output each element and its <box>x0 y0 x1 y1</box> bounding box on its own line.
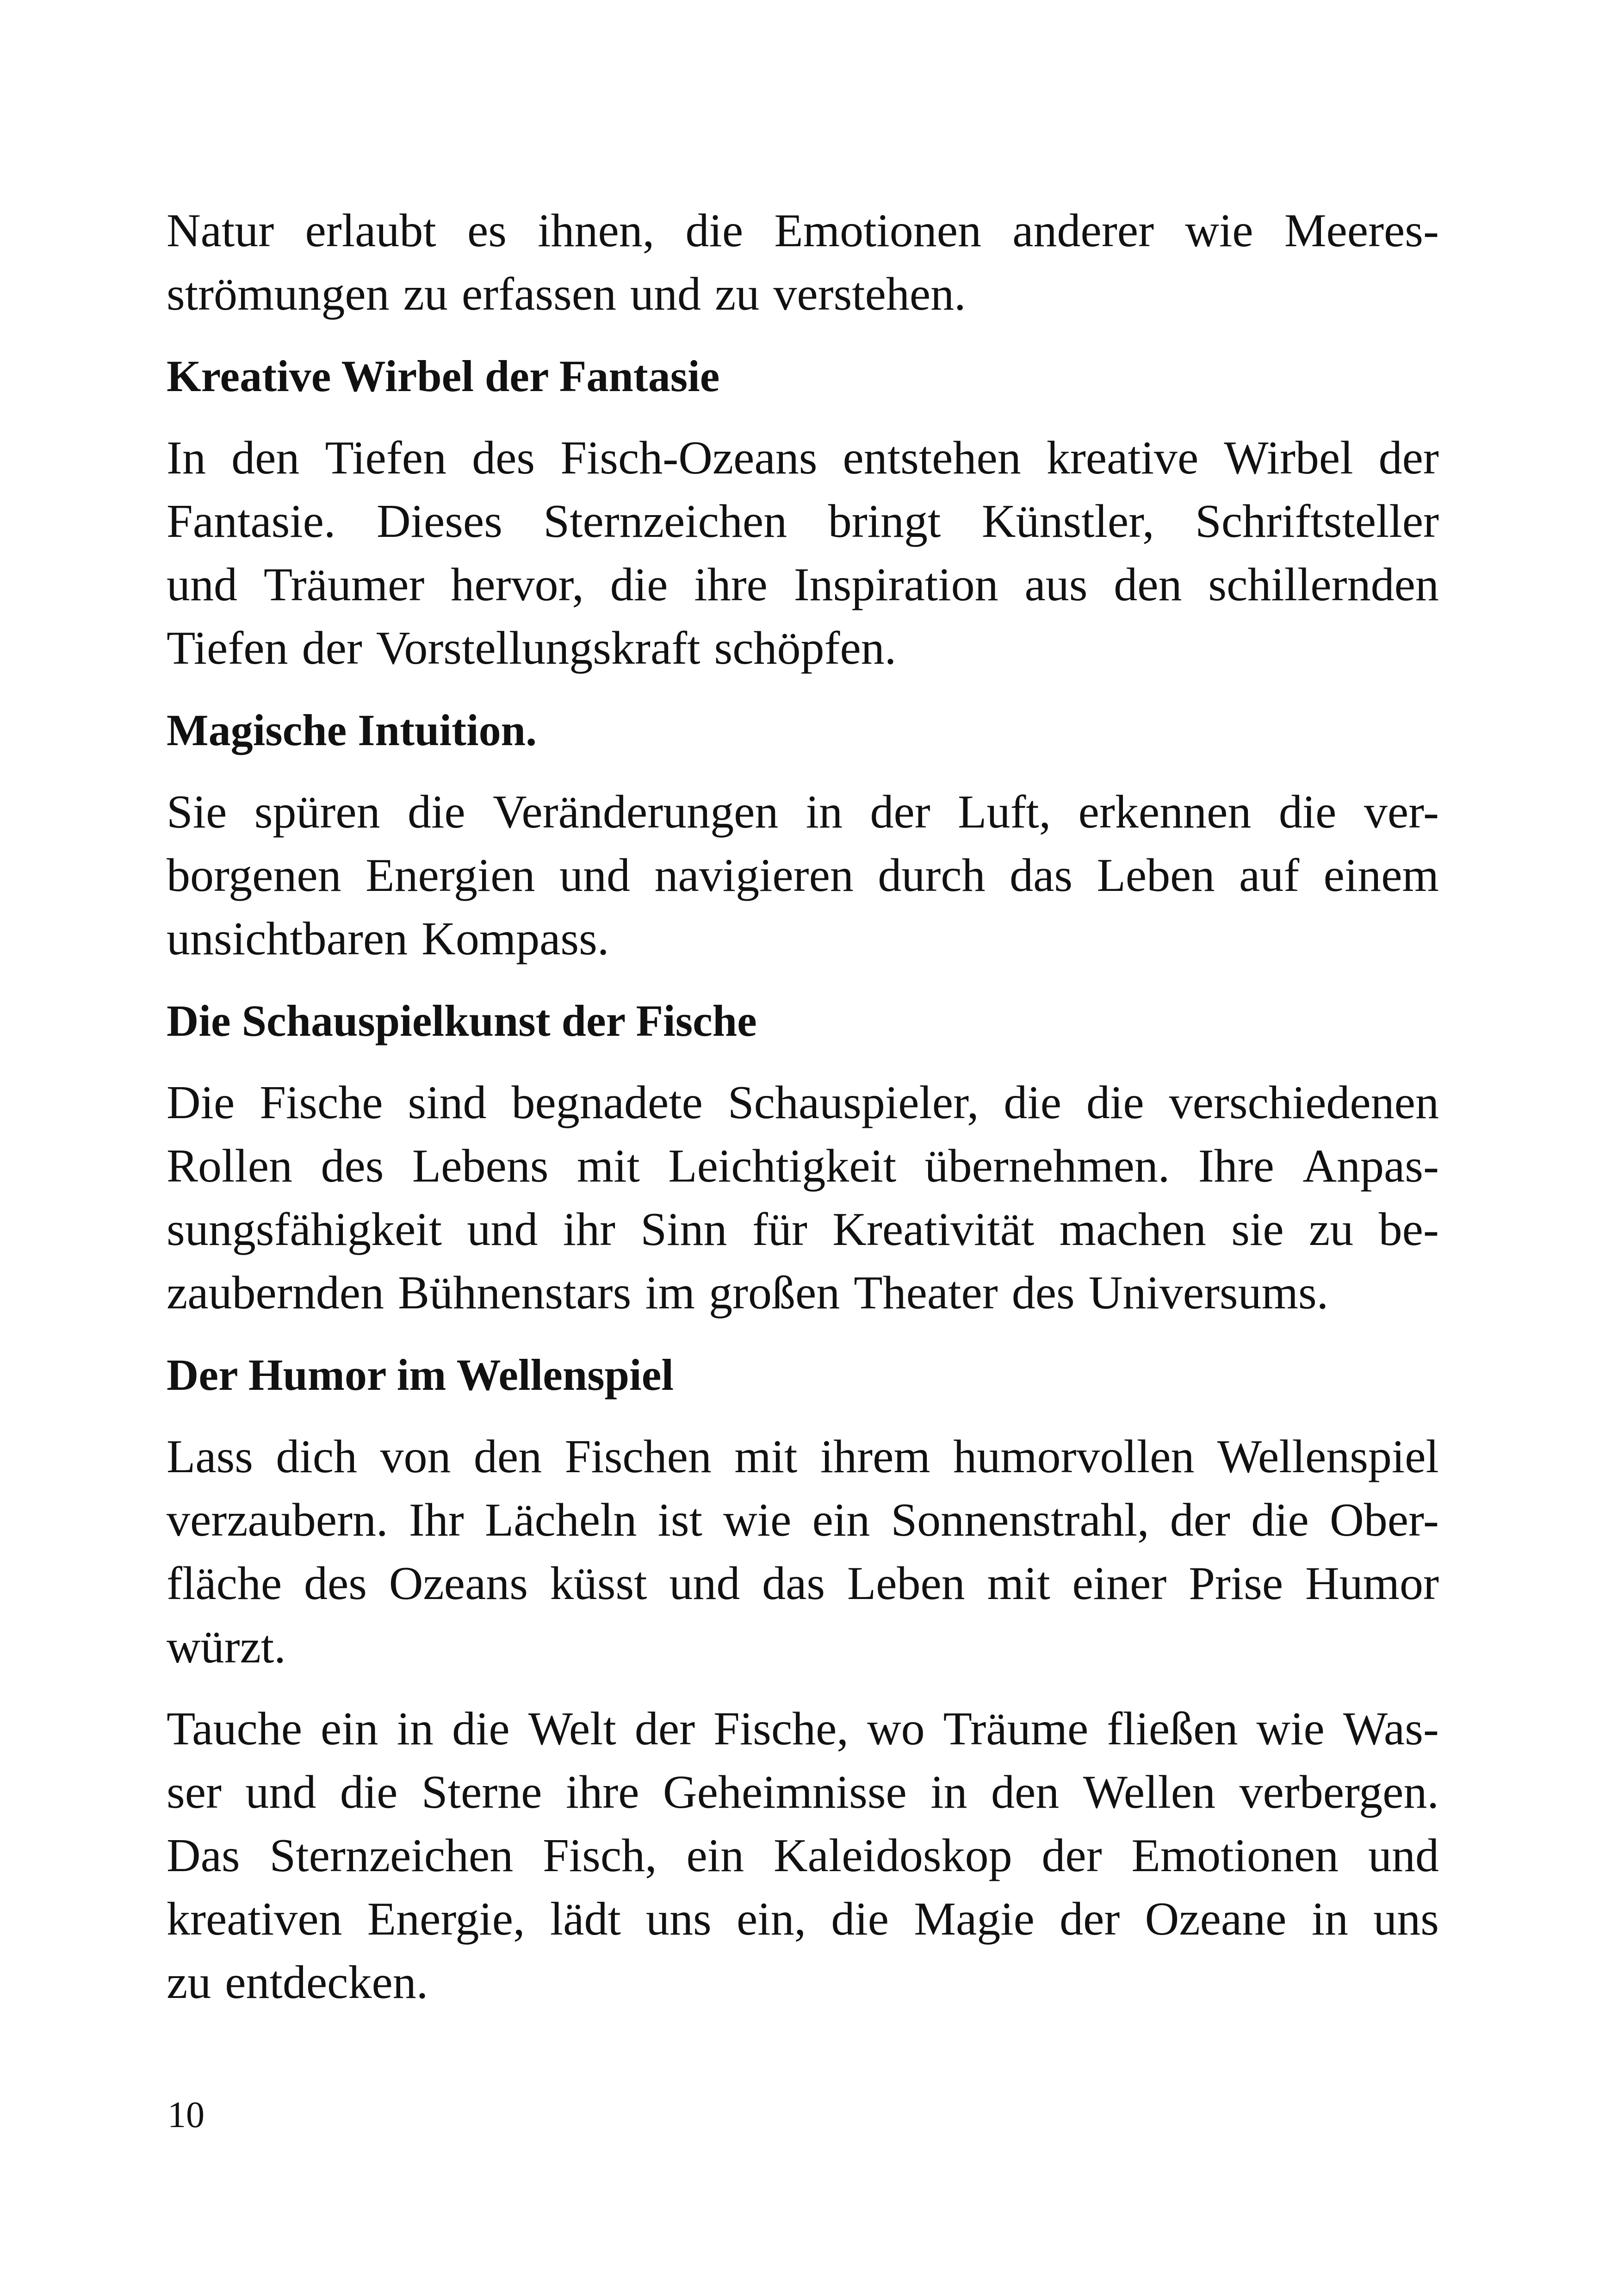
word: Das <box>167 1829 240 1882</box>
word: Wirbel <box>1224 432 1353 484</box>
word: Tauche <box>167 1703 303 1755</box>
word: zu <box>1308 1203 1354 1256</box>
word: ihre <box>565 1766 639 1818</box>
paragraph-line <box>167 1887 1439 1951</box>
word: die <box>1251 1494 1309 1546</box>
word: Schriftsteller <box>1195 495 1439 548</box>
word: ihre <box>694 559 768 611</box>
word: Theater <box>854 1267 998 1319</box>
word: Wellenspiel <box>1217 1431 1439 1483</box>
word: zu <box>403 268 448 320</box>
word: die <box>1086 1076 1144 1129</box>
word: der <box>634 1703 695 1755</box>
word: in <box>397 1703 434 1755</box>
word: die <box>452 1703 510 1755</box>
paragraph-line <box>167 262 1439 326</box>
paragraph <box>167 1071 1439 1325</box>
word: ihnen, <box>538 205 655 257</box>
word: schöpfen. <box>714 622 897 674</box>
word: die <box>1004 1076 1062 1129</box>
word: mit <box>577 1140 640 1192</box>
word: erfassen <box>461 268 617 320</box>
word: in <box>930 1766 967 1818</box>
word: erlaubt <box>305 205 436 257</box>
section-heading-text: Kreative Wirbel der Fantasie <box>167 351 720 401</box>
paragraph-line <box>167 1488 1439 1552</box>
word: ein <box>321 1703 378 1755</box>
word: mit <box>734 1431 798 1483</box>
word: im <box>645 1267 695 1319</box>
word: die <box>685 205 744 257</box>
paragraph-line <box>167 426 1439 490</box>
word: kreativen <box>167 1893 342 1945</box>
word: Leichtigkeit <box>668 1140 897 1192</box>
word: humorvollen <box>953 1431 1195 1483</box>
word: Lass <box>167 1431 253 1483</box>
word: der <box>302 622 362 674</box>
section-heading <box>167 1343 1439 1406</box>
word: zu <box>167 1956 211 2009</box>
word: auf <box>1239 849 1300 902</box>
word: ein <box>686 1829 744 1882</box>
paragraph-line <box>167 1697 1439 1761</box>
word: Kaleidoskop <box>773 1829 1012 1882</box>
word: entstehen <box>843 432 1021 484</box>
word: Meeres- <box>1284 205 1439 257</box>
word: Ozeans <box>389 1557 528 1610</box>
word: und <box>467 1203 538 1256</box>
word: Rollen <box>167 1140 292 1192</box>
word: das <box>1010 849 1073 902</box>
word: Tiefen <box>325 432 447 484</box>
word: Ozeane <box>1145 1893 1287 1945</box>
paragraph <box>167 780 1439 971</box>
word: Humor <box>1305 1557 1439 1610</box>
word: Kompass. <box>422 913 609 965</box>
section-heading <box>167 698 1439 762</box>
word: es <box>467 205 507 257</box>
word: Anpas- <box>1302 1140 1439 1192</box>
word: der <box>1170 1494 1231 1546</box>
word: für <box>752 1203 807 1256</box>
section-heading <box>167 344 1439 408</box>
word: Leben <box>847 1557 965 1610</box>
word: anderer <box>1012 205 1154 257</box>
word: und <box>245 1766 316 1818</box>
word: und <box>630 268 701 320</box>
word: Fantasie. <box>167 495 336 548</box>
word: Universums. <box>1088 1267 1329 1319</box>
word: Sternzeichen <box>543 495 787 548</box>
paragraph-line <box>167 1134 1439 1198</box>
word: fläche <box>167 1557 282 1610</box>
page-number: 10 <box>167 2095 205 2135</box>
word: in <box>806 786 843 838</box>
paragraph-line <box>167 844 1439 907</box>
word: den <box>991 1766 1060 1818</box>
section-heading <box>167 989 1439 1052</box>
word: würzt. <box>167 1621 286 1673</box>
section-heading-text: Magische Intuition. <box>167 705 537 755</box>
word: Sinn <box>640 1203 727 1256</box>
paragraph-line <box>167 1824 1439 1887</box>
word: machen <box>1059 1203 1206 1256</box>
word: schillernden <box>1208 559 1439 611</box>
word: ein, <box>737 1893 806 1945</box>
word: des <box>472 432 535 484</box>
paragraph <box>167 199 1439 326</box>
word: be- <box>1378 1203 1439 1256</box>
word: Emotionen <box>1131 1829 1339 1882</box>
word: dich <box>276 1431 358 1483</box>
word: küsst <box>550 1557 647 1610</box>
word: des <box>321 1140 384 1192</box>
word: entdecken. <box>225 1956 428 2009</box>
word: wie <box>1185 205 1253 257</box>
word: Inspiration <box>794 559 998 611</box>
word: großen <box>709 1267 840 1319</box>
paragraph-line <box>167 199 1439 262</box>
word: Fisch, <box>543 1829 657 1882</box>
word: kreative <box>1046 432 1199 484</box>
word: in <box>1311 1893 1349 1945</box>
word: verzaubern. <box>167 1494 388 1546</box>
word: zaubernden <box>167 1267 384 1319</box>
word: den <box>231 432 300 484</box>
section-heading-text: Der Humor im Wellenspiel <box>167 1350 674 1400</box>
word: Prise <box>1189 1557 1283 1610</box>
word: ist <box>657 1494 702 1546</box>
word: uns <box>646 1893 712 1945</box>
word: wie <box>1256 1703 1325 1755</box>
word: und <box>167 559 237 611</box>
paragraph-line <box>167 1761 1439 1824</box>
word: der <box>1060 1893 1120 1945</box>
word: Veränderungen <box>493 786 779 838</box>
word: den <box>1114 559 1182 611</box>
word: unsichtbaren <box>167 913 408 965</box>
word: Sternzeichen <box>269 1829 514 1882</box>
word: Bühnenstars <box>398 1267 632 1319</box>
word: der <box>1378 432 1439 484</box>
paragraph <box>167 1425 1439 1679</box>
word: einem <box>1323 849 1439 902</box>
word: verstehen. <box>773 268 966 320</box>
word: zu <box>715 268 760 320</box>
word: Lächeln <box>484 1494 637 1546</box>
word: des <box>304 1557 367 1610</box>
word: Träumer <box>263 559 425 611</box>
word: das <box>762 1557 825 1610</box>
word: aus <box>1024 559 1088 611</box>
paragraph-line <box>167 1951 1439 2014</box>
word: In <box>167 432 206 484</box>
word: und <box>669 1557 740 1610</box>
word: Sonnenstrahl, <box>891 1494 1149 1546</box>
word: die <box>408 786 465 838</box>
word: Dieses <box>376 495 502 548</box>
paragraph-line <box>167 616 1439 680</box>
paragraph-line <box>167 553 1439 616</box>
word: Ihr <box>409 1494 464 1546</box>
word: die <box>1278 786 1337 838</box>
word: ver- <box>1364 786 1439 838</box>
word: Energien <box>366 849 535 902</box>
word: wie <box>723 1494 792 1546</box>
word: borgenen <box>167 849 341 902</box>
word: Kreativität <box>832 1203 1035 1256</box>
word: und <box>559 849 630 902</box>
word: die <box>831 1893 889 1945</box>
word: von <box>380 1431 451 1483</box>
word: Sterne <box>421 1766 542 1818</box>
page-body <box>167 199 1439 2033</box>
word: Natur <box>167 205 274 257</box>
word: strömungen <box>167 268 390 320</box>
word: Träume <box>943 1703 1089 1755</box>
word: Ober- <box>1330 1494 1439 1546</box>
paragraph <box>167 426 1439 680</box>
word: Geheimnisse <box>663 1766 907 1818</box>
paragraph-line <box>167 490 1439 553</box>
word: Vorstellungskraft <box>376 622 701 674</box>
word: Energie, <box>367 1893 525 1945</box>
word: Tiefen <box>167 622 288 674</box>
word: bringt <box>828 495 941 548</box>
word: sind <box>408 1076 487 1129</box>
word: Was- <box>1343 1703 1439 1755</box>
paragraph-line <box>167 907 1439 971</box>
paragraph-line <box>167 1552 1439 1615</box>
word: Leben <box>1097 849 1215 902</box>
paragraph <box>167 1697 1439 2014</box>
paragraph-line <box>167 1261 1439 1325</box>
word: begnadete <box>511 1076 703 1129</box>
word: sie <box>1231 1203 1284 1256</box>
word: navigieren <box>654 849 854 902</box>
word: Fischen <box>564 1431 712 1483</box>
word: sungsfähigkeit <box>167 1203 442 1256</box>
word: des <box>1011 1267 1075 1319</box>
word: Fisch-Ozeans <box>560 432 818 484</box>
section-heading-text: Die Schauspielkunst der Fische <box>167 996 757 1045</box>
paragraph-line <box>167 1198 1439 1261</box>
word: der <box>870 786 930 838</box>
word: die <box>340 1766 398 1818</box>
paragraph-line <box>167 1615 1439 1679</box>
word: spüren <box>254 786 380 838</box>
word: Die <box>167 1076 235 1129</box>
paragraph-line <box>167 780 1439 844</box>
word: Fische <box>260 1076 383 1129</box>
word: lädt <box>550 1893 621 1945</box>
word: ihrem <box>820 1431 930 1483</box>
word: verbergen. <box>1239 1766 1439 1818</box>
word: Wellen <box>1083 1766 1216 1818</box>
word: der <box>1041 1829 1102 1882</box>
word: Schauspieler, <box>727 1076 979 1129</box>
word: erkennen <box>1078 786 1252 838</box>
word: verschiedenen <box>1169 1076 1439 1129</box>
word: Welt <box>528 1703 616 1755</box>
word: Lebens <box>412 1140 549 1192</box>
word: Sie <box>167 786 227 838</box>
paragraph-line <box>167 1425 1439 1488</box>
word: fließen <box>1107 1703 1238 1755</box>
word: wo <box>867 1703 925 1755</box>
word: übernehmen. <box>924 1140 1170 1192</box>
word: uns <box>1373 1893 1439 1945</box>
word: und <box>1368 1829 1439 1882</box>
word: Ihre <box>1198 1140 1274 1192</box>
word: hervor, <box>451 559 584 611</box>
word: mit <box>987 1557 1050 1610</box>
word: Luft, <box>958 786 1051 838</box>
word: die <box>610 559 668 611</box>
word: den <box>473 1431 542 1483</box>
paragraph-line <box>167 1071 1439 1134</box>
word: ser <box>167 1766 222 1818</box>
word: ihr <box>563 1203 616 1256</box>
word: durch <box>878 849 986 902</box>
word: Magie <box>914 1893 1035 1945</box>
word: einer <box>1072 1557 1167 1610</box>
word: ein <box>812 1494 870 1546</box>
word: Emotionen <box>774 205 982 257</box>
word: Fische, <box>713 1703 849 1755</box>
word: Künstler, <box>981 495 1154 548</box>
